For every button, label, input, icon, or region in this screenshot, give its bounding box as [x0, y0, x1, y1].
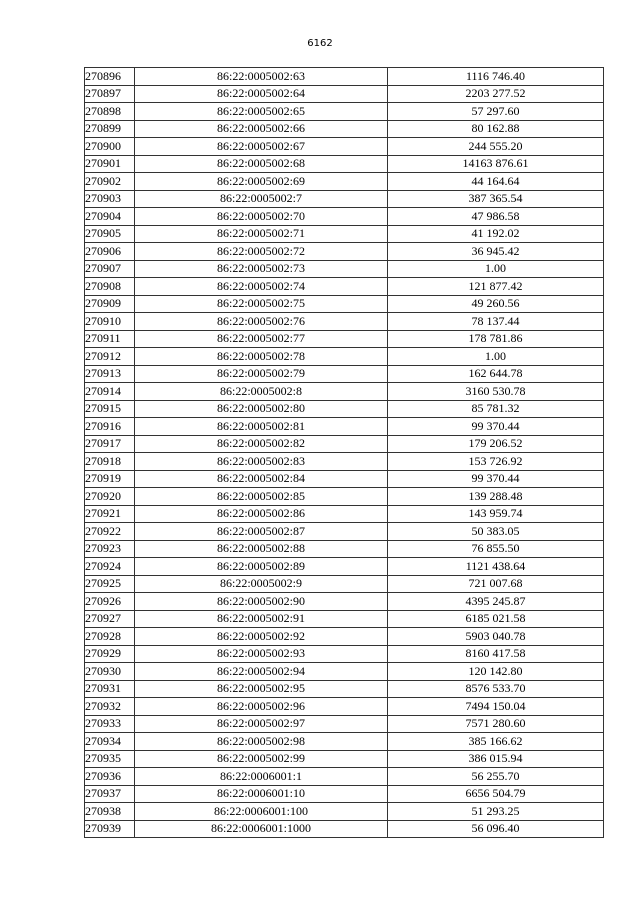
row-number-cell: 270935 [85, 750, 135, 768]
cadastral-number-cell: 86:22:0005002:90 [135, 593, 388, 611]
page-number: 6162 [307, 38, 333, 49]
value-cell: 143 959.74 [388, 505, 604, 523]
table-row [85, 610, 604, 628]
value-cell: 7494 150.04 [388, 698, 604, 716]
value-cell: 85 781.32 [388, 400, 604, 418]
cadastral-number-cell: 86:22:0005002:64 [135, 85, 388, 103]
row-number-cell: 270919 [85, 470, 135, 488]
table-row [85, 803, 604, 821]
value-cell: 244 555.20 [388, 138, 604, 156]
table-row [85, 85, 604, 103]
cadastral-number-cell: 86:22:0005002:82 [135, 435, 388, 453]
row-number-cell: 270904 [85, 208, 135, 226]
table-row [85, 400, 604, 418]
row-number-cell: 270931 [85, 680, 135, 698]
table-row [85, 523, 604, 541]
cadastral-number-cell: 86:22:0005002:66 [135, 120, 388, 138]
table-row [85, 768, 604, 786]
row-number-cell: 270911 [85, 330, 135, 348]
cadastral-number-cell: 86:22:0005002:68 [135, 155, 388, 173]
value-cell: 56 096.40 [388, 820, 604, 838]
value-cell: 50 383.05 [388, 523, 604, 541]
cadastral-number-cell: 86:22:0005002:67 [135, 138, 388, 156]
table-row [85, 575, 604, 593]
row-number-cell: 270937 [85, 785, 135, 803]
value-cell: 6185 021.58 [388, 610, 604, 628]
cadastral-number-cell: 86:22:0005002:92 [135, 628, 388, 646]
value-cell: 139 288.48 [388, 488, 604, 506]
row-number-cell: 270921 [85, 505, 135, 523]
row-number-cell: 270903 [85, 190, 135, 208]
row-number-cell: 270939 [85, 820, 135, 838]
cadastral-number-cell: 86:22:0005002:73 [135, 260, 388, 278]
table-row [85, 330, 604, 348]
table-row [85, 540, 604, 558]
row-number-cell: 270922 [85, 523, 135, 541]
table-row [85, 750, 604, 768]
table-row [85, 820, 604, 838]
cadastral-number-cell: 86:22:0005002:77 [135, 330, 388, 348]
cadastral-number-cell: 86:22:0005002:78 [135, 348, 388, 366]
table-row [85, 103, 604, 121]
value-cell: 44 164.64 [388, 173, 604, 191]
value-cell: 49 260.56 [388, 295, 604, 313]
cadastral-value-table [84, 67, 604, 838]
value-cell: 14163 876.61 [388, 155, 604, 173]
row-number-cell: 270938 [85, 803, 135, 821]
cadastral-number-cell: 86:22:0005002:99 [135, 750, 388, 768]
value-cell: 387 365.54 [388, 190, 604, 208]
table-row [85, 418, 604, 436]
cadastral-number-cell: 86:22:0005002:75 [135, 295, 388, 313]
row-number-cell: 270928 [85, 628, 135, 646]
table-row [85, 663, 604, 681]
table-row [85, 243, 604, 261]
table-row [85, 453, 604, 471]
row-number-cell: 270927 [85, 610, 135, 628]
value-cell: 47 986.58 [388, 208, 604, 226]
table-row [85, 260, 604, 278]
row-number-cell: 270909 [85, 295, 135, 313]
cadastral-number-cell: 86:22:0005002:74 [135, 278, 388, 296]
row-number-cell: 270901 [85, 155, 135, 173]
value-cell: 56 255.70 [388, 768, 604, 786]
cadastral-number-cell: 86:22:0005002:85 [135, 488, 388, 506]
table-row [85, 208, 604, 226]
row-number-cell: 270902 [85, 173, 135, 191]
row-number-cell: 270926 [85, 593, 135, 611]
value-cell: 8160 417.58 [388, 645, 604, 663]
row-number-cell: 270898 [85, 103, 135, 121]
row-number-cell: 270910 [85, 313, 135, 331]
cadastral-number-cell: 86:22:0005002:83 [135, 453, 388, 471]
cadastral-number-cell: 86:22:0005002:71 [135, 225, 388, 243]
cadastral-number-cell: 86:22:0005002:98 [135, 733, 388, 751]
cadastral-number-cell: 86:22:0005002:93 [135, 645, 388, 663]
row-number-cell: 270929 [85, 645, 135, 663]
row-number-cell: 270914 [85, 383, 135, 401]
value-cell: 721 007.68 [388, 575, 604, 593]
row-number-cell: 270896 [85, 68, 135, 86]
row-number-cell: 270936 [85, 768, 135, 786]
value-cell: 121 877.42 [388, 278, 604, 296]
cadastral-number-cell: 86:22:0005002:80 [135, 400, 388, 418]
value-cell: 3160 530.78 [388, 383, 604, 401]
table-row [85, 225, 604, 243]
value-cell: 1.00 [388, 348, 604, 366]
value-cell: 99 370.44 [388, 470, 604, 488]
cadastral-number-cell: 86:22:0006001:10 [135, 785, 388, 803]
table-row [85, 383, 604, 401]
cadastral-number-cell: 86:22:0005002:97 [135, 715, 388, 733]
row-number-cell: 270923 [85, 540, 135, 558]
cadastral-number-cell: 86:22:0005002:7 [135, 190, 388, 208]
value-cell: 57 297.60 [388, 103, 604, 121]
row-number-cell: 270930 [85, 663, 135, 681]
table-row [85, 733, 604, 751]
cadastral-number-cell: 86:22:0005002:72 [135, 243, 388, 261]
value-cell: 80 162.88 [388, 120, 604, 138]
row-number-cell: 270918 [85, 453, 135, 471]
table-row [85, 698, 604, 716]
row-number-cell: 270932 [85, 698, 135, 716]
table-row [85, 365, 604, 383]
row-number-cell: 270899 [85, 120, 135, 138]
value-cell: 1.00 [388, 260, 604, 278]
table-row [85, 470, 604, 488]
value-cell: 6656 504.79 [388, 785, 604, 803]
table-row [85, 680, 604, 698]
row-number-cell: 270900 [85, 138, 135, 156]
row-number-cell: 270934 [85, 733, 135, 751]
table-row [85, 138, 604, 156]
row-number-cell: 270916 [85, 418, 135, 436]
cadastral-number-cell: 86:22:0005002:89 [135, 558, 388, 576]
value-cell: 162 644.78 [388, 365, 604, 383]
table-row [85, 593, 604, 611]
row-number-cell: 270913 [85, 365, 135, 383]
cadastral-number-cell: 86:22:0005002:65 [135, 103, 388, 121]
value-cell: 5903 040.78 [388, 628, 604, 646]
row-number-cell: 270920 [85, 488, 135, 506]
table-row [85, 645, 604, 663]
table-row [85, 785, 604, 803]
cadastral-number-cell: 86:22:0005002:9 [135, 575, 388, 593]
table-row [85, 488, 604, 506]
value-cell: 51 293.25 [388, 803, 604, 821]
table-row [85, 313, 604, 331]
value-cell: 2203 277.52 [388, 85, 604, 103]
cadastral-number-cell: 86:22:0005002:63 [135, 68, 388, 86]
value-cell: 120 142.80 [388, 663, 604, 681]
table-row [85, 348, 604, 366]
table-row [85, 68, 604, 86]
table-row [85, 155, 604, 173]
cadastral-number-cell: 86:22:0005002:79 [135, 365, 388, 383]
cadastral-number-cell: 86:22:0005002:8 [135, 383, 388, 401]
value-cell: 76 855.50 [388, 540, 604, 558]
value-cell: 385 166.62 [388, 733, 604, 751]
cadastral-number-cell: 86:22:0005002:76 [135, 313, 388, 331]
cadastral-number-cell: 86:22:0005002:86 [135, 505, 388, 523]
value-cell: 99 370.44 [388, 418, 604, 436]
row-number-cell: 270912 [85, 348, 135, 366]
row-number-cell: 270897 [85, 85, 135, 103]
cadastral-number-cell: 86:22:0005002:87 [135, 523, 388, 541]
cadastral-number-cell: 86:22:0005002:94 [135, 663, 388, 681]
value-cell: 41 192.02 [388, 225, 604, 243]
row-number-cell: 270907 [85, 260, 135, 278]
row-number-cell: 270908 [85, 278, 135, 296]
table-row [85, 173, 604, 191]
value-cell: 178 781.86 [388, 330, 604, 348]
row-number-cell: 270917 [85, 435, 135, 453]
table-row [85, 558, 604, 576]
row-number-cell: 270905 [85, 225, 135, 243]
row-number-cell: 270906 [85, 243, 135, 261]
cadastral-number-cell: 86:22:0005002:69 [135, 173, 388, 191]
table-row [85, 715, 604, 733]
value-cell: 78 137.44 [388, 313, 604, 331]
value-cell: 8576 533.70 [388, 680, 604, 698]
cadastral-number-cell: 86:22:0005002:70 [135, 208, 388, 226]
value-cell: 4395 245.87 [388, 593, 604, 611]
table-row [85, 295, 604, 313]
table-row [85, 505, 604, 523]
table-row [85, 435, 604, 453]
table-row [85, 120, 604, 138]
cadastral-number-cell: 86:22:0006001:1 [135, 768, 388, 786]
table-row [85, 190, 604, 208]
table-row [85, 278, 604, 296]
value-cell: 36 945.42 [388, 243, 604, 261]
cadastral-number-cell: 86:22:0005002:88 [135, 540, 388, 558]
value-cell: 386 015.94 [388, 750, 604, 768]
value-cell: 1121 438.64 [388, 558, 604, 576]
value-cell: 7571 280.60 [388, 715, 604, 733]
cadastral-number-cell: 86:22:0005002:84 [135, 470, 388, 488]
cadastral-number-cell: 86:22:0005002:91 [135, 610, 388, 628]
row-number-cell: 270924 [85, 558, 135, 576]
cadastral-number-cell: 86:22:0005002:95 [135, 680, 388, 698]
table-row [85, 628, 604, 646]
cadastral-number-cell: 86:22:0006001:100 [135, 803, 388, 821]
cadastral-number-cell: 86:22:0006001:1000 [135, 820, 388, 838]
value-cell: 1116 746.40 [388, 68, 604, 86]
cadastral-number-cell: 86:22:0005002:96 [135, 698, 388, 716]
row-number-cell: 270915 [85, 400, 135, 418]
row-number-cell: 270925 [85, 575, 135, 593]
table-body [85, 68, 604, 838]
value-cell: 153 726.92 [388, 453, 604, 471]
value-cell: 179 206.52 [388, 435, 604, 453]
cadastral-number-cell: 86:22:0005002:81 [135, 418, 388, 436]
row-number-cell: 270933 [85, 715, 135, 733]
